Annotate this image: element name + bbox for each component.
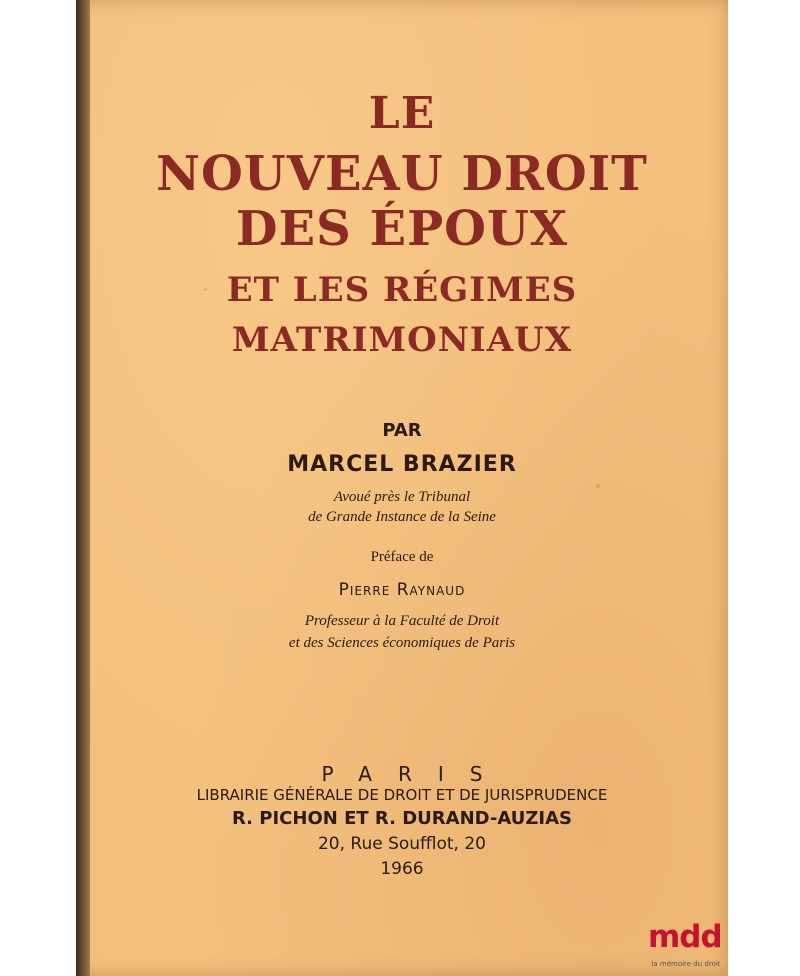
publication-year: 1966 <box>380 859 424 879</box>
book-cover <box>76 0 728 976</box>
paper-speck <box>596 484 600 488</box>
preface-author-description-line-2: et des Sciences économiques de Paris <box>288 635 516 651</box>
preface-label: Préface de <box>370 549 434 565</box>
author-name: MARCEL BRAZIER <box>287 452 517 477</box>
preface-author: Pierre Raynaud <box>338 580 466 600</box>
publisher-address: 20, Rue Soufflot, 20 <box>317 834 487 854</box>
mdd-logo-mark: mdd <box>648 919 722 955</box>
title-line-2: NOUVEAU DROIT <box>156 146 648 202</box>
paper-speck <box>204 288 207 291</box>
title-line-4: ET LES RÉGIMES <box>226 270 578 310</box>
book-spine-edge <box>76 0 90 976</box>
mdd-logo-tagline: la mémoire du droit <box>651 960 721 968</box>
mdd-logo-watermark <box>646 919 726 976</box>
title-line-1: LE <box>368 88 436 139</box>
publisher-line-1: LIBRAIRIE GÉNÉRALE DE DROIT ET DE JURISPRUDENCE <box>196 786 608 804</box>
publisher-line-2: R. PICHON ET R. DURAND-AUZIAS <box>231 808 573 829</box>
title-line-5: MATRIMONIAUX <box>231 320 573 360</box>
author-affiliation-line-1: Avoué près le Tribunal <box>333 489 471 505</box>
by-label: PAR <box>382 420 422 441</box>
publisher-city: PARIS <box>321 762 509 786</box>
title-line-3: DES ÉPOUX <box>235 201 569 257</box>
preface-author-description-line-1: Professeur à la Faculté de Droit <box>304 613 500 629</box>
author-affiliation-line-2: de Grande Instance de la Seine <box>308 509 496 525</box>
